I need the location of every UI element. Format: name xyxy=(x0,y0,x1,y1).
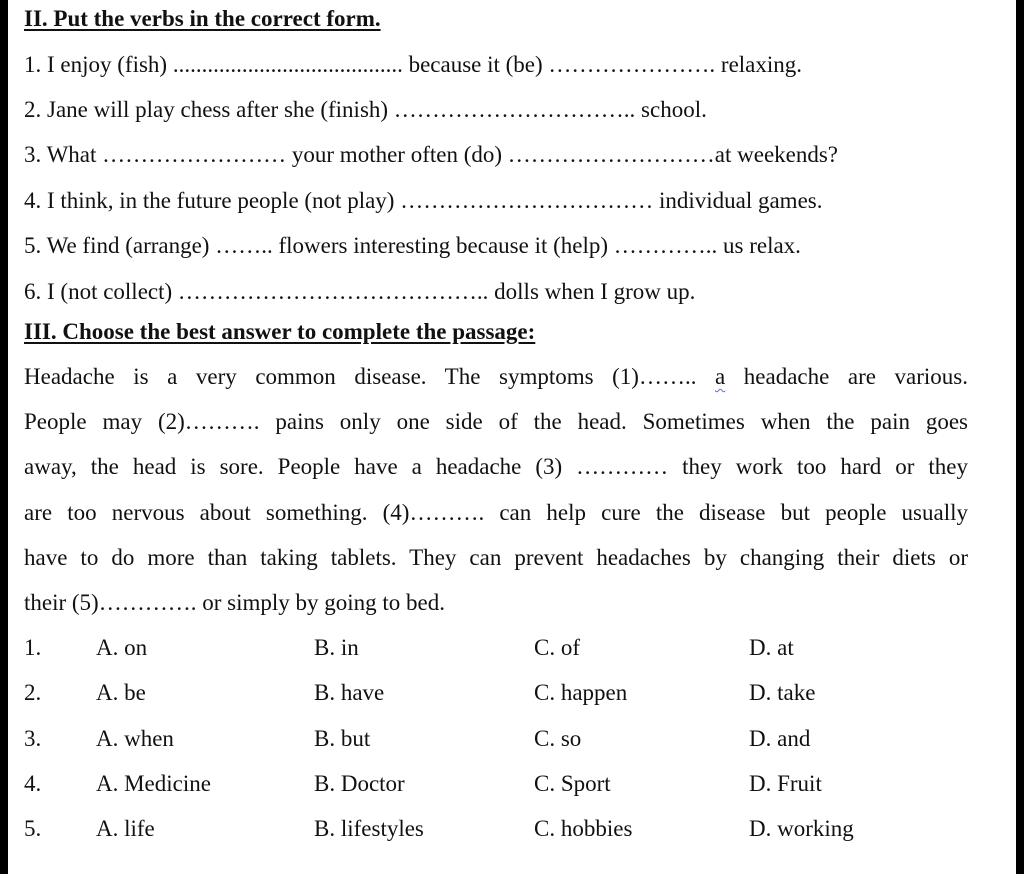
passage-line-2: People may (2)………. pains only one side of the head. Sometimes when the pain goes xyxy=(24,409,968,434)
passage-line-1 xyxy=(24,362,968,392)
option-b: B. lifestyles xyxy=(314,816,424,841)
option-d: D. take xyxy=(749,680,816,705)
option-c: C. so xyxy=(534,726,582,751)
option-d: D. at xyxy=(749,635,794,660)
option-c: C. of xyxy=(534,635,580,660)
verb-item-3: 3. What …………………… your mother often (do) ………………………at weekends? xyxy=(24,142,839,167)
option-a: A. life xyxy=(96,816,155,841)
option-a: A. on xyxy=(96,635,148,660)
passage-line-5: have to do more than taking tablets. They can prevent headaches by changing their diets or xyxy=(24,545,968,570)
answer-row-1 xyxy=(24,633,984,663)
option-d: D. Fruit xyxy=(749,771,822,796)
option-c: C. hobbies xyxy=(534,816,633,841)
passage-line-6: their (5)…………. or simply by going to bed. xyxy=(24,590,445,615)
answer-row-3 xyxy=(24,724,984,754)
option-b: B. in xyxy=(314,635,359,660)
option-a: A. be xyxy=(96,680,146,705)
verb-item-4: 4. I think, in the future people (not play) …………………………… individual games. xyxy=(24,188,823,213)
section-3-heading: III. Choose the best answer to complete the passage: xyxy=(24,319,536,344)
answer-row-5 xyxy=(24,814,984,844)
verb-item-5: 5. We find (arrange) …….. flowers interesting because it (help) ………….. us relax. xyxy=(24,233,801,258)
option-c: C. happen xyxy=(534,680,628,705)
passage-line-4: are too nervous about something. (4)………. can help cure the disease but people usually xyxy=(24,500,968,525)
answer-number: 4. xyxy=(24,771,42,796)
passage-line-3: away, the head is sore. People have a headache (3) ………… they work too hard or they xyxy=(24,454,968,479)
answer-number: 5. xyxy=(24,816,42,841)
option-c: C. Sport xyxy=(534,771,611,796)
option-a: A. Medicine xyxy=(96,771,211,796)
option-d: D. working xyxy=(749,816,854,841)
option-a: A. when xyxy=(96,726,174,751)
option-d: D. and xyxy=(749,726,811,751)
verb-item-1: 1. I enjoy (fish) ........................................ because it (be) …………………. relaxing. xyxy=(24,52,803,77)
worksheet-page xyxy=(8,0,1016,874)
answer-number: 2. xyxy=(24,680,42,705)
verb-item-2: 2. Jane will play chess after she (finish) ………………………….. school. xyxy=(24,97,707,122)
answer-number: 1. xyxy=(24,635,42,660)
passage-line-1-end: headache are various. xyxy=(725,364,968,389)
answer-row-2 xyxy=(24,678,984,708)
option-b: B. Doctor xyxy=(314,771,405,796)
option-b: B. but xyxy=(314,726,371,751)
spellcheck-word: a xyxy=(715,364,726,389)
section-2-heading: II. Put the verbs in the correct form. xyxy=(24,6,381,31)
answer-number: 3. xyxy=(24,726,42,751)
option-b: B. have xyxy=(314,680,385,705)
passage-line-1-start: Headache is a very common disease. The symptoms (1)…….. xyxy=(24,364,716,389)
answer-row-4 xyxy=(24,769,984,799)
verb-item-6: 6. I (not collect) ………………………………….. dolls when I grow up. xyxy=(24,279,696,304)
